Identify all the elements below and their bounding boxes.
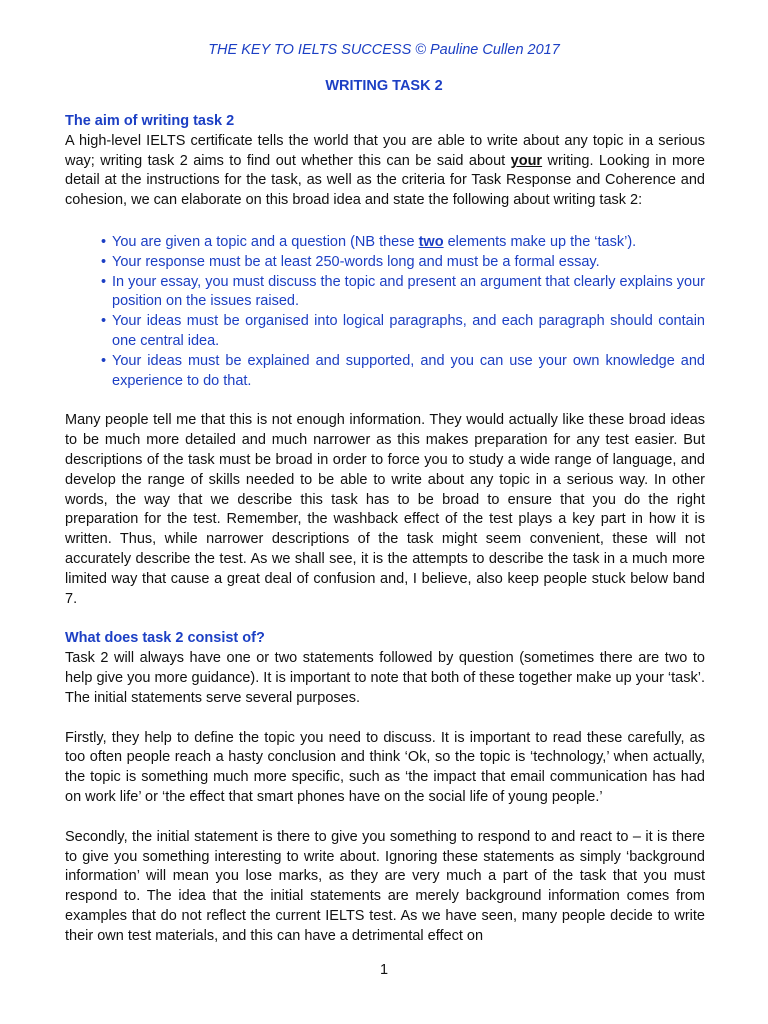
list-item: • Your ideas must be organised into logical paragraphs, and each paragraph should contain one central idea. xyxy=(101,313,705,349)
section-heading-consist: What does task 2 consist of? xyxy=(65,630,265,647)
body-paragraph: Secondly, the initial statement is there to give you something to respond to and react to – it is there to give you something interesting to write about. Ignoring these statements as simply ‘background information’ will mean you lose marks, as they are very much a part of the task that you must respond to. The idea that the initial statements are merely background information comes from examples that do not reflect the current IELTS test. As we have seen, many people decide to write their own test materials, and this can have a detrimental effect on xyxy=(65,828,705,944)
list-item: • You are given a topic and a question (NB these two elements make up the ‘task’). xyxy=(101,233,637,250)
emphasis-your: your xyxy=(510,152,543,169)
list-item: • Your ideas must be explained and supported, and you can use your own knowledge and experience to do that. xyxy=(101,352,705,389)
body-paragraph: Many people tell me that this is not enough information. They would actually like these broad ideas to be much more detailed and much narrower as this makes preparation for any test easier. But descriptions of the task must be broad in order to force you to study a wide range of language, and develop the range of skills needed to be able to write about any topic in a serious way. In other words, the way that we describe this task has to be broad to ensure that you do the right preparation for the test. Remember, the washback effect of the test plays a key part in how it is written. Thus, while narrower descriptions of the task might seem convenient, these will not accurately describe the test. As we shall see, it is the attempts to describe the task in a much more limited way that cause a great deal of confusion and, I believe, also keep people stuck below band 7. xyxy=(65,412,705,607)
list-item: • Your response must be at least 250-words long and must be a formal essay. xyxy=(101,253,600,270)
body-paragraph: Firstly, they help to define the topic you need to discuss. It is important to read these carefully, as too often people reach a hasty conclusion and think ‘Ok, so the topic is ‘technology,’ when actually, the topic is something much more specific, such as ‘the impact that email communication has had on work life’ or ‘the effect that smart phones have on the social life of young people.’ xyxy=(65,729,705,805)
body-paragraph: Task 2 will always have one or two statements followed by question (sometimes there are two to help give you more guidance). It is important to note that both of these together make up your ‘task’. The initial statements serve several purposes. xyxy=(65,650,705,706)
list-item: • In your essay, you must discuss the topic and present an argument that clearly explains your position on the issues raised. xyxy=(101,273,705,310)
task-requirements-list xyxy=(65,233,705,391)
running-header: THE KEY TO IELTS SUCCESS © Pauline Cullen 2017 xyxy=(208,42,560,58)
page-title: WRITING TASK 2 xyxy=(325,78,443,94)
intro-paragraph: A high-level IELTS certificate tells the world that you are able to write about any topic in a serious way; writing task 2 aims to find out whether this can be said about your writing. Looking in more detail at the instructions for the task, as well as the criteria for Task Response and Coherence and cohesion, we can elaborate on this broad idea and state the following about writing task 2: xyxy=(65,132,705,209)
page-number: 1 xyxy=(379,962,389,978)
emphasis-two: two xyxy=(418,233,444,250)
section-heading-aim: The aim of writing task 2 xyxy=(65,113,235,129)
document-body xyxy=(65,112,705,946)
